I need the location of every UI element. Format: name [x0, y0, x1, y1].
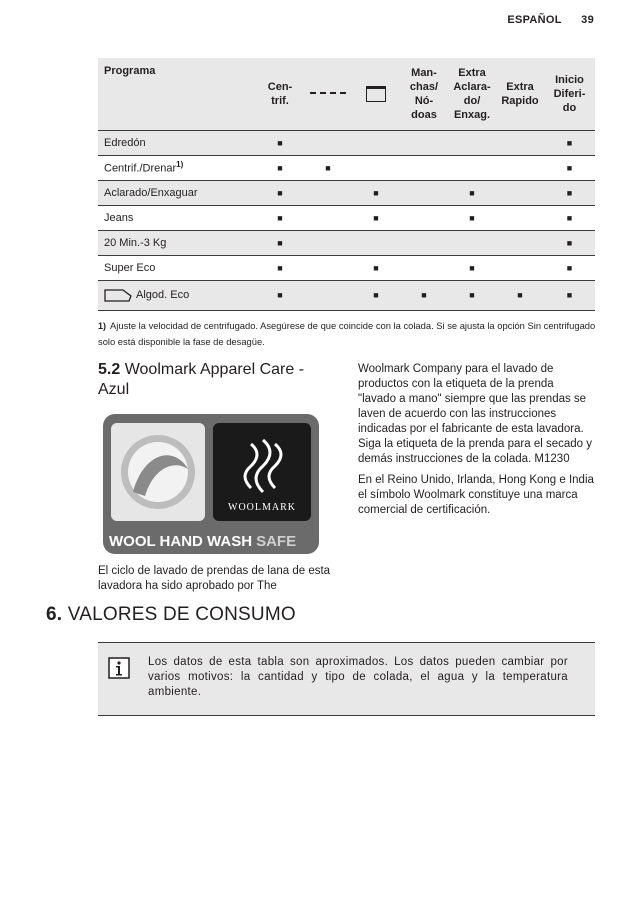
option-available-mark: ■ [469, 212, 475, 223]
header-extra-aclarado-line1: Extra [458, 66, 486, 79]
option-available-mark: ■ [325, 162, 331, 173]
page-number: 39 [581, 14, 594, 26]
logo-caption [109, 533, 296, 550]
header-extra-aclarado-line4: Enxag. [453, 108, 491, 121]
option-cell [304, 230, 352, 255]
logo-caption-bold: WOOL HAND WASH [109, 533, 253, 550]
option-cell [400, 180, 448, 205]
option-available-mark: ■ [566, 137, 573, 148]
header-inicio-line1: Inicio [555, 73, 584, 86]
header-extra-rapido-line2: Rapido [501, 94, 539, 107]
program-options-table [98, 58, 595, 311]
header-extra-rapido [496, 58, 544, 130]
option-cell [304, 255, 352, 280]
program-name-text: Aclarado/Enxaguar [104, 186, 198, 199]
option-cell [400, 155, 448, 180]
option-cell [304, 205, 352, 230]
program-name [98, 280, 256, 310]
program-name-text: Centrif./Drenar [104, 162, 177, 175]
option-available-mark: ■ [373, 262, 379, 273]
option-available-mark: ■ [469, 290, 475, 300]
footnote-mark: 1) [98, 321, 107, 331]
header-manchas-line4: doas [411, 108, 437, 121]
header-manchas-line1: Man- [411, 66, 437, 79]
header-extra-aclarado [448, 58, 496, 130]
table-row [98, 205, 595, 230]
section-6-heading [46, 604, 296, 626]
program-name [98, 255, 256, 280]
option-available-mark: ■ [277, 137, 283, 148]
option-available-mark: ■ [277, 162, 283, 173]
option-available-mark: ■ [277, 212, 283, 223]
info-text: Los datos de esta tabla son aproximados. Los datos pueden cambiar por varios motivos: la cantidad y tipo de colada, el agua y la temperatura ambiente. [148, 656, 568, 698]
option-available-mark: ■ [566, 290, 573, 300]
program-name-text: Edredón [104, 136, 146, 149]
header-no-spin [304, 58, 352, 130]
header-extra-rapido-line1: Extra [506, 80, 534, 93]
option-cell [496, 155, 544, 180]
program-name [98, 180, 256, 205]
program-name [98, 230, 256, 255]
woolmark-logo [103, 414, 319, 554]
option-available-mark: ■ [373, 187, 379, 198]
header-manchas [400, 58, 448, 130]
table-row [98, 180, 595, 205]
option-cell [448, 155, 496, 180]
header-language: ESPAÑOL [507, 14, 562, 26]
table-row [98, 280, 595, 310]
logo-brand-text: WOOLMARK [228, 502, 296, 513]
info-box [98, 642, 595, 716]
header-inicio-diferido [544, 58, 595, 130]
footnote-ref: 1) [176, 160, 184, 170]
header-manchas-line2: chas/ [409, 80, 439, 93]
option-available-mark: ■ [373, 290, 379, 300]
table-footnote [98, 318, 598, 349]
option-cell [304, 180, 352, 205]
program-name-text: Super Eco [104, 261, 156, 274]
header-extra-aclarado-line2: Aclara- [453, 80, 491, 93]
eco-icon [104, 288, 132, 302]
program-name [98, 205, 256, 230]
option-cell [448, 230, 496, 255]
option-cell [496, 130, 544, 155]
header-manchas-line3: Nó- [414, 94, 434, 107]
woolmark-right-column [358, 362, 594, 524]
no-spin-icon [310, 92, 346, 96]
option-cell [496, 230, 544, 255]
table-header-row [98, 58, 595, 130]
program-name [98, 155, 256, 180]
option-cell [400, 205, 448, 230]
option-available-mark: ■ [469, 262, 475, 273]
option-cell [496, 180, 544, 205]
section-5-2-heading [98, 360, 338, 400]
option-available-mark: ■ [566, 162, 573, 173]
option-cell [400, 255, 448, 280]
header-extra-aclarado-line3: do/ [463, 94, 481, 107]
header-programa: Programa [104, 65, 156, 77]
woolmark-paragraph-2: En el Reino Unido, Irlanda, Hong Kong e India el símbolo Woolmark constituye una marca comercial de certificación. [358, 474, 594, 516]
section-6-number: 6. [46, 604, 63, 625]
option-cell [400, 130, 448, 155]
option-available-mark: ■ [277, 290, 283, 300]
table-row [98, 230, 595, 255]
logo-caption-light: SAFE [256, 533, 297, 550]
option-cell [448, 130, 496, 155]
section-5-2-title: Woolmark Apparel Care - Azul [98, 361, 305, 398]
table-row [98, 155, 595, 180]
header-centrif-line2: trif. [271, 94, 289, 107]
info-icon [108, 657, 130, 679]
option-cell [352, 155, 400, 180]
option-available-mark: ■ [277, 187, 283, 198]
wash-tub-icon [366, 86, 386, 102]
option-available-mark: ■ [421, 290, 427, 300]
table-row [98, 130, 595, 155]
header-inicio-line2: Diferi- [553, 87, 586, 100]
page-header [507, 14, 594, 26]
header-centrif-line1: Cen- [267, 80, 293, 93]
option-available-mark: ■ [566, 187, 573, 198]
footnote-text: Ajuste la velocidad de centrifugado. Asegúrese de que coincide con la colada. Si se ajusta la opción Sin centrifugado solo está disponible la fase de desagüe. [98, 320, 596, 347]
section-6-title: VALORES DE CONSUMO [67, 604, 296, 625]
option-cell [304, 280, 352, 310]
option-available-mark: ■ [277, 262, 283, 273]
option-cell [352, 230, 400, 255]
option-cell [352, 130, 400, 155]
option-available-mark: ■ [373, 212, 379, 223]
option-available-mark: ■ [277, 237, 283, 248]
header-hand-wash [352, 58, 400, 130]
option-cell [304, 130, 352, 155]
table-row [98, 255, 595, 280]
program-name-text: Jeans [104, 211, 134, 224]
section-5-2-number: 5.2 [98, 361, 121, 378]
program-name-text: Algod. Eco [136, 288, 190, 301]
option-available-mark: ■ [566, 237, 573, 248]
option-cell [496, 255, 544, 280]
option-available-mark: ■ [469, 187, 475, 198]
option-available-mark: ■ [566, 212, 573, 223]
option-available-mark: ■ [517, 290, 523, 300]
program-name [98, 130, 256, 155]
header-inicio-line3: do [562, 101, 577, 114]
program-name-text: 20 Min.-3 Kg [104, 236, 167, 249]
woolmark-paragraph-1: Woolmark Company para el lavado de productos con la etiqueta de la prenda "lavado a mano" siempre que las prendas se laven de acuerdo con las instrucciones indicadas por el fabricante de esta lavadora. Siga la etiqueta de la prenda para el secado y demás instrucciones de la colada. M1230 [358, 363, 592, 465]
option-cell [496, 205, 544, 230]
option-available-mark: ■ [566, 262, 573, 273]
woolmark-left-text: El ciclo de lavado de prendas de lana de esta lavadora ha sido aprobado por The [98, 565, 331, 592]
header-centrif [256, 58, 304, 130]
option-cell [400, 230, 448, 255]
